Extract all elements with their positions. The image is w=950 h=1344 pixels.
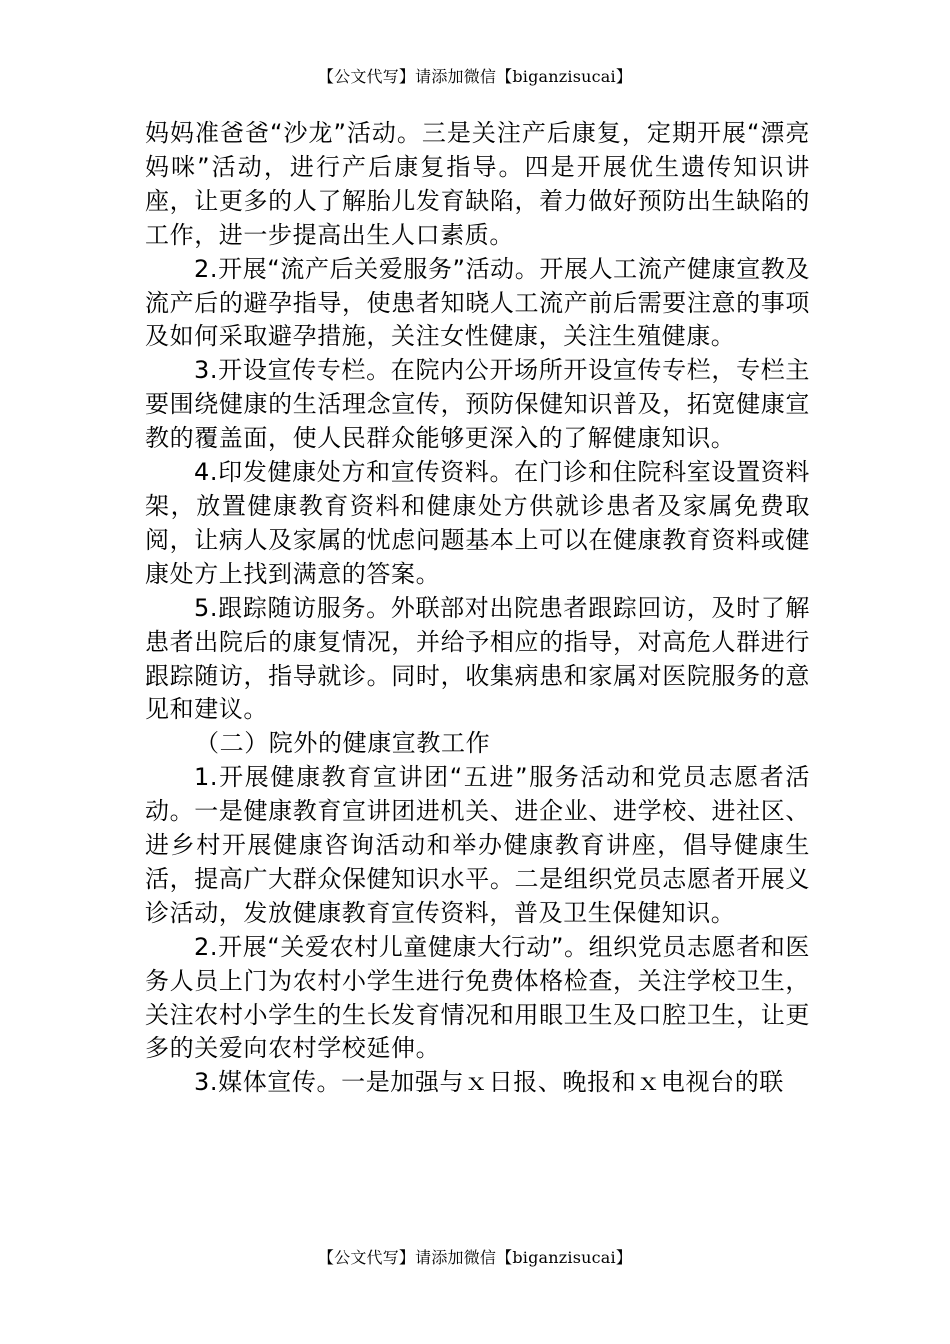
page-footer: 【公文代写】请添加微信【biganzisucai】 — [317, 1248, 633, 1267]
paragraph-continued: 妈妈准爸爸“沙龙”活动。三是关注产后康复，定期开展“漂亮妈咪”活动，进行产后康复指导。四是开展优生遗传知识讲座，让更多的人了解胎儿发育缺陷，着力做好预防出生缺陷的工作，进一步提高出生人口素质。 — [145, 119, 810, 249]
page-header: 【公文代写】请添加微信【biganzisucai】 — [317, 67, 633, 86]
paragraph-abortion-care: 2.开展“流产后关爱服务”活动。开展人工流产健康宣教及流产后的避孕指导，使患者知晓人工流产前后需要注意的事项及如何采取避孕措施，关注女性健康，关注生殖健康。 — [145, 254, 810, 351]
document-body — [145, 117, 810, 1100]
paragraph-health-prescription: 4.印发健康处方和宣传资料。在门诊和住院科室设置资料架，放置健康教育资料和健康处方供就诊患者及家属免费取阅，让病人及家属的忧虑问题基本上可以在健康教育资料或健康处方上找到满意的答案。 — [145, 458, 810, 588]
paragraph-follow-up: 5.跟踪随访服务。外联部对出院患者跟踪回访，及时了解患者出院后的康复情况，并给予相应的指导，对高危人群进行跟踪随访，指导就诊。同时，收集病患和家属对医院服务的意见和建议。 — [145, 593, 810, 724]
paragraph-media-publicity: 3.媒体宣传。一是加强与ｘ日报、晚报和ｘ电视台的联 — [194, 1068, 784, 1097]
paragraph-publicity-column: 3.开设宣传专栏。在院内公开场所开设宣传专栏，专栏主要围绕健康的生活理念宣传，预防保健知识普及，拓宽健康宣教的覆盖面，使人民群众能够更深入的了解健康知识。 — [145, 356, 810, 453]
paragraph-rural-children: 2.开展“关爱农村儿童健康大行动”。组织党员志愿者和医务人员上门为农村小学生进行免费体格检查，关注学校卫生，关注农村小学生的生长发育情况和用眼卫生及口腔卫生，让更多的关爱向农村学校延伸。 — [145, 932, 810, 1063]
section-heading-outside-hospital: （二）院外的健康宣教工作 — [195, 729, 491, 758]
paragraph-five-entries: 1.开展健康教育宣讲团“五进”服务活动和党员志愿者活动。一是健康教育宣讲团进机关、进企业、进学校、进社区、进乡村开展健康咨询活动和举办健康教育讲座，倡导健康生活，提高广大群众保健知识水平。二是组织党员志愿者开展义诊活动，发放健康教育宣传资料，普及卫生保健知识。 — [145, 763, 810, 927]
